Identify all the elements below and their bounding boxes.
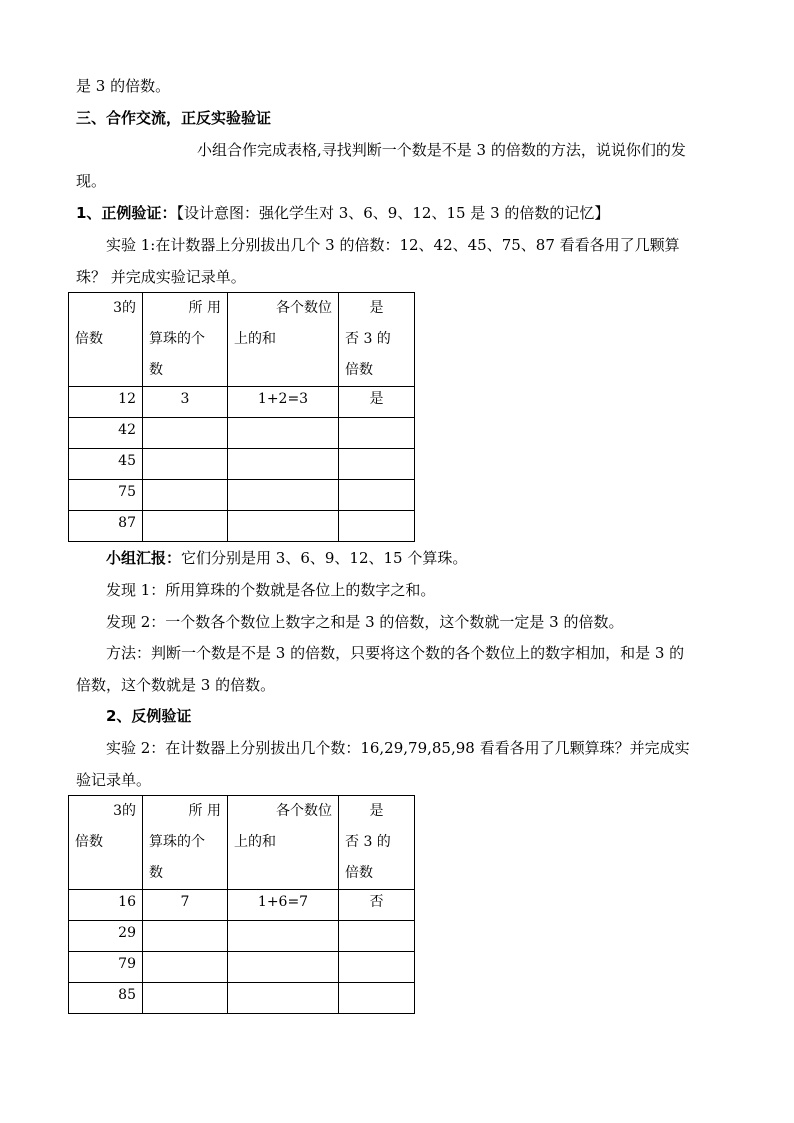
finding-2: 发现 2：一个数各个数位上数字之和是 3 的倍数，这个数就一定是 3 的倍数。	[106, 613, 624, 631]
table-row: 12 3 1+2=3 是	[69, 387, 415, 418]
header-is-multiple: 是 否 3 的 倍数	[339, 293, 415, 387]
experiment2-table	[68, 795, 415, 1014]
header-beads-used: 所 用 算珠的个 数	[143, 796, 228, 890]
intro-line: 是 3 的倍数。	[76, 77, 171, 95]
part1-title-rest: 【设计意图：强化学生对 3、6、9、12、15 是 3 的倍数的记忆】	[176, 204, 610, 222]
header-digit-sum: 各个数位 上的和	[228, 796, 339, 890]
part2-title: 2、反例验证	[106, 707, 192, 725]
part1-exp-line1: 实验 1:在计数器上分别拔出几个 3 的倍数：12、42、45、75、87 看看各用了几颗算	[106, 236, 680, 254]
header-is-multiple: 是 否 3 的 倍数	[339, 796, 415, 890]
group-report-text: 它们分别是用 3、6、9、12、15 个算珠。	[181, 549, 468, 567]
header-multiple-of-3: 3的 倍数	[69, 796, 143, 890]
table-header-row	[69, 796, 415, 890]
table-header-row	[69, 293, 415, 387]
part2-exp-line1: 实验 2：在计数器上分别拔出几个数：16,29,79,85,98 看看各用了几颗算珠？并完成实	[106, 739, 690, 757]
section3-instruction-line1: 小组合作完成表格,寻找判断一个数是不是 3 的倍数的方法，说说你们的发	[197, 141, 686, 159]
part1-exp-line2: 珠？ 并完成实验记录单。	[76, 268, 246, 286]
method-line2: 倍数，这个数就是 3 的倍数。	[76, 676, 276, 694]
experiment1-table	[68, 292, 415, 542]
part1-title	[76, 203, 609, 223]
part1-title-bold: 1、正例验证：	[76, 204, 177, 222]
header-beads-used: 所 用 算珠的个 数	[143, 293, 228, 387]
table-row: 87	[69, 511, 415, 542]
table-row: 16 7 1+6=7 否	[69, 890, 415, 921]
table-row: 79	[69, 952, 415, 983]
group-report-label: 小组汇报：	[106, 549, 182, 567]
method-line1: 方法：判断一个数是不是 3 的倍数，只要将这个数的各个数位上的数字相加，和是 3 的	[106, 644, 685, 662]
section3-instruction-line2: 现。	[76, 172, 107, 190]
table-row: 45	[69, 449, 415, 480]
header-multiple-of-3: 3的 倍数	[69, 293, 143, 387]
table-row: 29	[69, 921, 415, 952]
table-row: 75	[69, 480, 415, 511]
header-digit-sum: 各个数位 上的和	[228, 293, 339, 387]
table-row: 42	[69, 418, 415, 449]
table-row: 85	[69, 983, 415, 1014]
section3-title: 三、合作交流，正反实验验证	[76, 109, 272, 127]
finding-1: 发现 1：所用算珠的个数就是各位上的数字之和。	[106, 581, 436, 599]
part2-exp-line2: 验记录单。	[76, 771, 152, 789]
group-report	[106, 548, 467, 568]
